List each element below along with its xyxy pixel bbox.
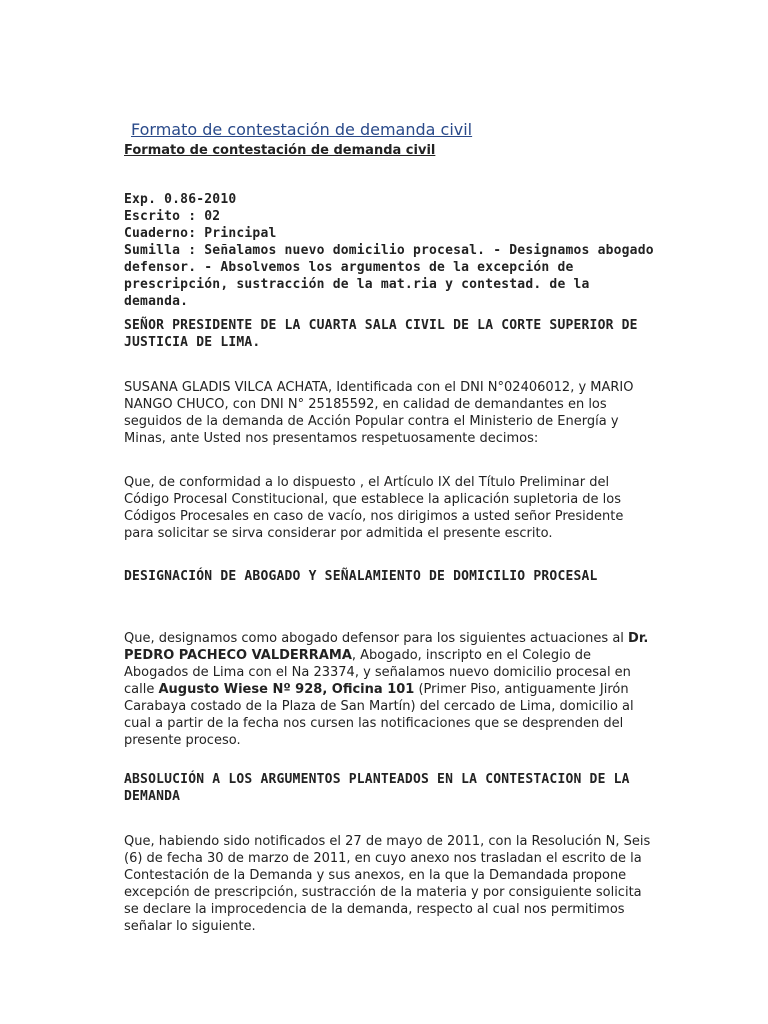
document-subtitle: Formato de contestación de demanda civil [124, 143, 436, 158]
procedural-address: Augusto Wiese Nº 928, Oficina 101 [158, 682, 415, 697]
paragraph-legal-basis: Que, de conformidad a lo dispuesto , el Artículo IX del Título Preliminar del Código Procesal Constitucional, que establece la aplicación supletoria de los Códigos Procesales en caso de vacío, nos dirigimos a usted señor Presidente para solicitar se sirva considerar por admitida el presente escrito. [124, 475, 624, 541]
paragraph-notification: Que, habiendo sido notificados el 27 de mayo de 2011, con la Resolución N, Seis (6) de fecha 30 de marzo de 2011, en cuyo anexo nos trasladan el escrito de la Contestación de la Demanda y sus anexos, en la que la Demandada propone excepción de prescripción, sustracción de la materia y por consiguiente solicita se declare la improcedencia de la demanda, respecto al cual nos permitimos señalar lo siguiente. [124, 834, 651, 934]
paragraph-parties: SUSANA GLADIS VILCA ACHATA, Identificada con el DNI N°02406012, y MARIO NANGO CHUCO, con DNI N° 25185592, en calidad de demandantes en los seguidos de la demanda de Acción Popular contra el Ministerio de Energía y Minas, ante Usted nos presentamos respetuosamente decimos: [124, 380, 634, 446]
sumilla-text: Sumilla : Señalamos nuevo domicilio procesal. - Designamos abogado defensor. - Absolvemos los argumentos de la excepción de prescripción, sustracción de la mat.ria y contestad. de la demanda. [124, 243, 654, 309]
notebook-label: Cuaderno: Principal [124, 226, 277, 241]
lawyer-name: Dr. PEDRO PACHECO VALDERRAMA [124, 631, 649, 663]
paragraph-lawyer-text-3: (Primer Piso, antiguamente Jirón Carabaya costado de la Plaza de San Martín) del cercado de Lima, domicilio al cual a partir de la fecha nos cursen las notificaciones que se desprenden del presente proceso. [124, 682, 634, 748]
section-heading-lawyer: DESIGNACIÓN DE ABOGADO Y SEÑALAMIENTO DE DOMICILIO PROCESAL [124, 569, 598, 584]
address-heading: SEÑOR PRESIDENTE DE LA CUARTA SALA CIVIL DE LA CORTE SUPERIOR DE JUSTICIA DE LIMA. [124, 318, 638, 350]
paragraph-lawyer [124, 630, 654, 749]
case-header [124, 191, 654, 310]
case-number: Exp. 0.86-2010 [124, 192, 237, 207]
writ-number: Escrito : 02 [124, 209, 221, 224]
paragraph-lawyer-text-1: Que, designamos como abogado defensor para los siguientes actuaciones al [124, 631, 629, 646]
section-heading-absolution: ABSOLUCIÓN A LOS ARGUMENTOS PLANTEADOS EN LA CONTESTACION DE LA DEMANDA [124, 772, 630, 804]
paragraph-lawyer-text-2: , Abogado, inscripto en el Colegio de Abogados de Lima con el Na 23374, y señalamos nuevo domicilio procesal en calle [124, 648, 631, 697]
document-link-title[interactable]: Formato de contestación de demanda civil [131, 120, 473, 139]
